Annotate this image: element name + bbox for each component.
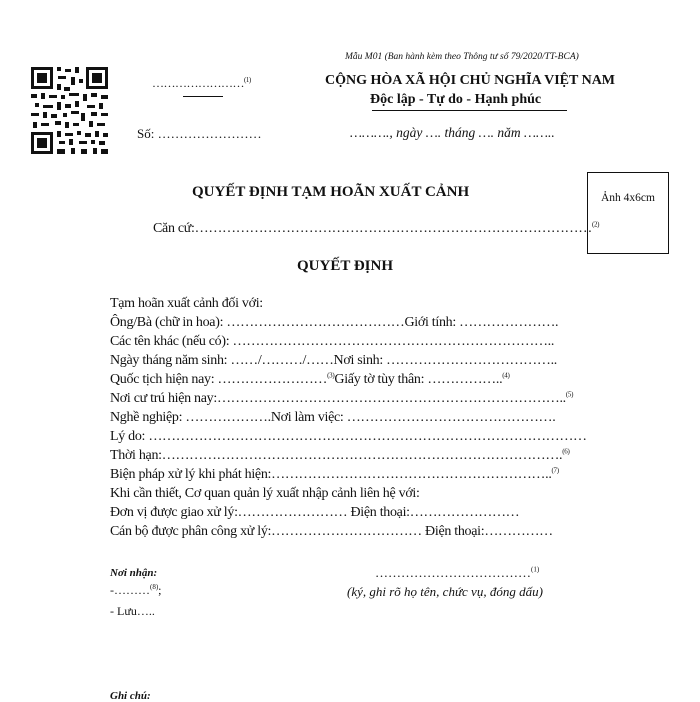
footnote-ref: (3) [327,371,335,380]
field-text: Biện pháp xử lý khi phát hiện:…………………………………………………….. [110,467,552,482]
field-subject-intro [110,296,263,312]
legal-basis-field[interactable] [153,221,599,237]
document-date-field[interactable]: ………., ngày …. tháng …. năm …….. [350,125,555,140]
field-text: Ông/Bà (chữ in hoa): …………………………………Giới tính: …………………. [110,315,559,330]
photo-box [587,172,669,254]
form-code: Mẫu M01 (Ban hành kèm theo Thông tư số 79/2020/TT-BCA) [345,52,579,62]
field-text: Ngày tháng năm sinh: ……/………/……Nơi sinh: ……………………………….. [110,353,557,368]
photo-box-label: Ảnh 4x6cm [601,192,655,204]
field-text: Lý do: …………………………………………………………………………………… [110,429,587,444]
field-reason[interactable] [110,429,587,445]
field-text: Các tên khác (nếu có): …………………………………………………………….. [110,334,555,349]
footnote-ref: (4) [502,371,510,380]
field-text: Nơi cư trú hiện nay:………………………………………………………………….. [110,391,566,406]
decision-heading: QUYẾT ĐỊNH [297,258,393,274]
field-text: Tạm hoãn xuất cảnh đối với: [110,296,263,311]
motto-underline [372,110,567,111]
qr-code [31,67,108,154]
field-handling-measure[interactable] [110,467,559,483]
recipient-tail: ; [158,583,162,597]
field-contact-intro [110,486,420,502]
field-handling-unit-phone[interactable] [110,505,519,521]
footnote-label: Ghi chú: [110,690,151,702]
document-number-field[interactable]: Số: …………………… [137,126,262,141]
recipient-item[interactable] [110,583,162,598]
footnote-ref: (5) [565,390,574,399]
footnote-ref: (1) [531,565,540,574]
issuer-footnote-ref: (1) [244,76,251,84]
issuer-underline [183,96,223,97]
field-text: Đơn vị được giao xử lý:…………………… Điện thoại:…………………… [110,505,520,520]
signature-field[interactable] [375,565,539,581]
field-assigned-officer-phone[interactable] [110,524,553,540]
field-text: Khi cần thiết, Cơ quan quản lý xuất nhập cảnh liên hệ với: [110,486,420,501]
footnote-ref: (7) [551,466,559,475]
field-text: Cán bộ được phân công xử lý:…………………………… Điện thoại:…………… [110,524,553,539]
footnote-ref: (6) [562,447,570,456]
national-title: CỘNG HÒA XÃ HỘI CHỦ NGHĨA VIỆT NAM [325,73,616,88]
issuer-field[interactable] [152,76,251,91]
field-birth-date-place[interactable] [110,353,557,369]
legal-basis-text: Căn cứ:…………………………………………………………………………… [153,221,592,236]
signature-dots: ……………………………… [375,565,531,580]
field-text: Thời hạn:……………………………………………………………………………. [110,448,563,463]
field-text: Nghề nghiệp: ……………….Nơi làm việc: ………………………………………. [110,410,556,425]
footnote-ref: (8) [150,583,159,591]
issuer-placeholder: …………………… [152,76,244,90]
recipient-text: -……… [110,583,150,597]
signature-instruction: (ký, ghi rõ họ tên, chức vụ, đóng dấu) [347,584,543,599]
field-full-name-gender[interactable] [110,315,558,331]
national-motto: Độc lập - Tự do - Hạnh phúc [370,92,542,107]
legal-basis-footnote-ref: (2) [591,220,600,229]
recipient-archive: - Lưu….. [110,604,155,618]
field-nationality-id[interactable] [110,372,510,388]
field-text: Giấy tờ tùy thân: …………….. [334,372,503,387]
field-other-names[interactable] [110,334,554,350]
recipients-label: Nơi nhận: [110,567,158,579]
field-occupation-workplace[interactable] [110,410,555,426]
qr-code-icon [31,67,108,154]
field-duration[interactable] [110,448,570,464]
field-text: Quốc tịch hiện nay: …………………… [110,372,328,387]
document-title: QUYẾT ĐỊNH TẠM HOÃN XUẤT CẢNH [192,184,470,200]
field-residence[interactable] [110,391,573,407]
